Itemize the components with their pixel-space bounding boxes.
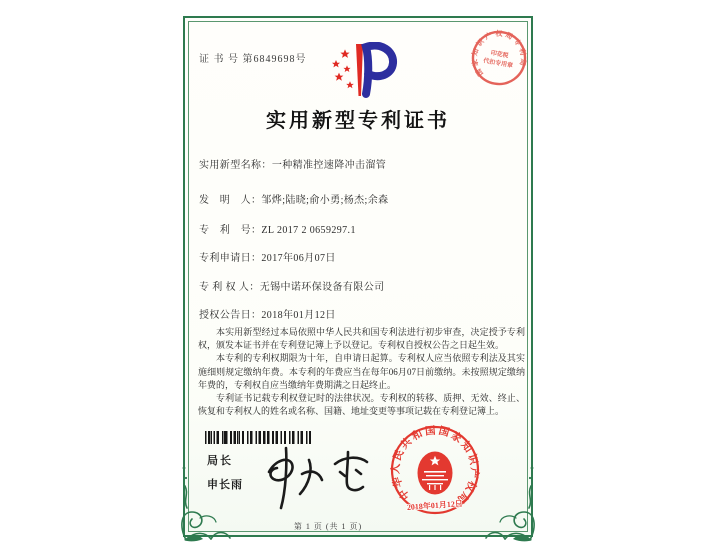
logo-blue-ribbon: [366, 46, 393, 94]
certificate-number: 证 书 号 第6849698号: [199, 54, 307, 65]
field-row: [199, 249, 336, 264]
field-row: [199, 156, 386, 171]
patent-certificate: [183, 16, 533, 537]
body-paragraph-3: 专利证书记载专利权登记时的法律状况。专利权的转移、质押、无效、终止、恢复和专利权人的姓名或名称、国籍、地址变更等事项记载在专利登记簿上。: [198, 393, 525, 417]
field-value: 一种精准控速降冲击溜管: [271, 160, 387, 171]
director-name-label: 申长雨: [207, 479, 243, 491]
certificate-title: 实用新型专利证书: [266, 110, 450, 132]
office-seal-ring-text: 中华人民共和国国家知识产权局: [390, 425, 480, 507]
field-label: 实用新型名称：: [199, 160, 272, 171]
certificate-body: [198, 326, 525, 418]
field-value: ZL 2017 2 0659297.1: [261, 225, 356, 236]
field-row: [199, 221, 356, 236]
cnipa-patent-logo-icon: [309, 42, 409, 100]
field-label: 授权公告日：: [199, 310, 262, 321]
director-signature: [255, 442, 375, 512]
field-row: [199, 278, 385, 293]
field-label: 专利申请日：: [199, 253, 262, 264]
corner-flourish-icon: [178, 462, 240, 542]
tax-seal-center-line2: 代扣专用章: [482, 58, 514, 70]
tax-seal-center-line1: 印花税: [490, 50, 509, 60]
office-seal-date: 2018年01月12日: [406, 499, 464, 512]
field-value: 2018年01月12日: [261, 310, 336, 321]
field-label: 专 利 号：: [199, 225, 262, 236]
page-number: 第 1 页 (共 1 页): [293, 522, 363, 531]
tax-stamp-seal-icon: [464, 23, 534, 93]
director-title-label: 局长: [207, 455, 233, 467]
field-row: [199, 191, 389, 206]
tax-seal-ring-text: 国家知识产权局专利局: [470, 29, 528, 78]
body-paragraph-2: 本专利的专利权期限为十年，自申请日起算。专利权人应当依照专利法及其实施细则规定缴纳年费。本专利的年费应当在每年06月07日前缴纳。未按照规定缴纳年费的，专利权自应当缴纳年费期满之日起终止。: [198, 353, 525, 390]
national-emblem-icon: [418, 452, 453, 495]
cnipa-office-seal-icon: [388, 423, 482, 517]
field-label: 发 明 人：: [199, 195, 262, 206]
field-value: 无锡中诺环保设备有限公司: [259, 282, 385, 293]
corner-flourish-icon: [476, 462, 538, 542]
field-label: 专 利 权 人：: [199, 282, 260, 293]
body-paragraph-1: 本实用新型经过本局依照中华人民共和国专利法进行初步审查，决定授予专利权，颁发本证书并在专利登记簿上予以登记。专利权自授权公告之日起生效。: [198, 327, 525, 351]
field-row: [199, 306, 336, 321]
field-value: 2017年06月07日: [261, 253, 336, 264]
field-value: 邹烨;陆晓;俞小勇;杨杰;余森: [261, 195, 389, 206]
